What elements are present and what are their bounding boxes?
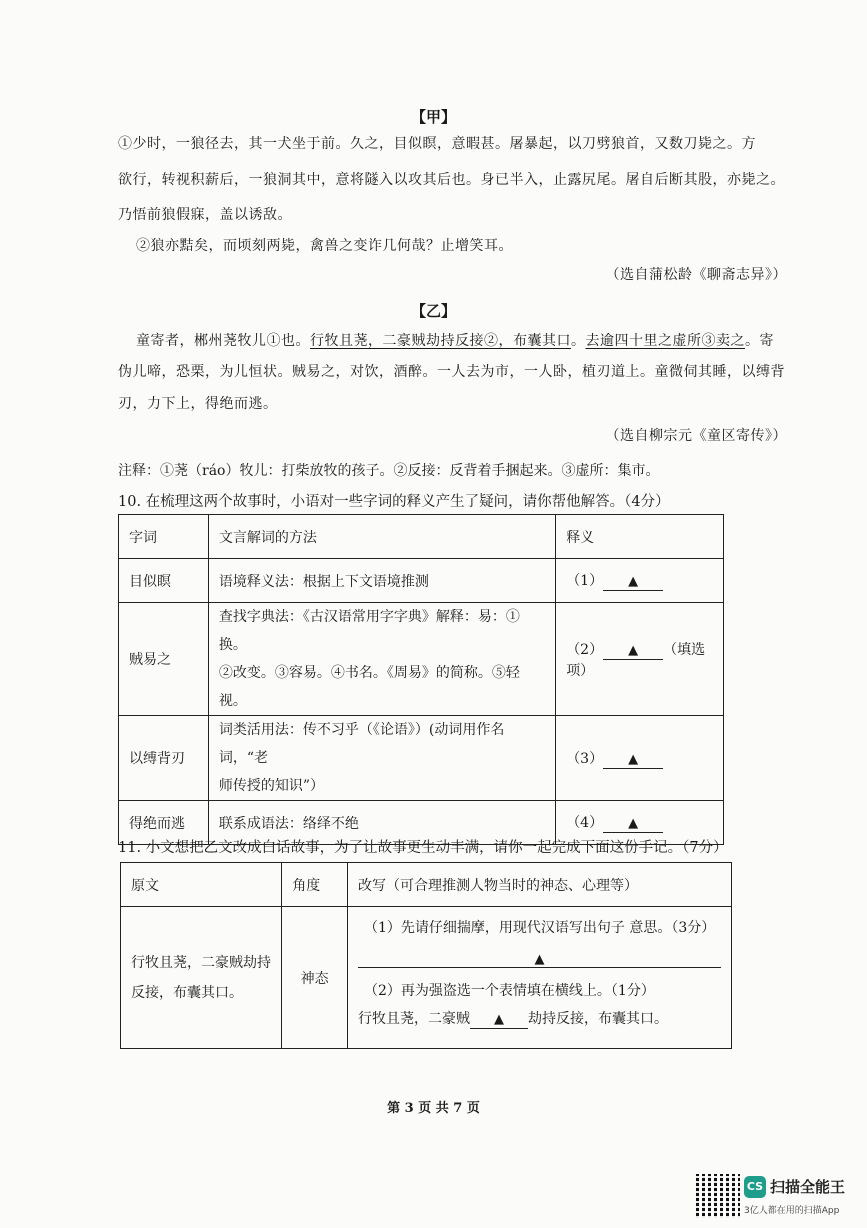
scanner-name: 扫描全能王 <box>770 1178 846 1196</box>
answer-blank[interactable] <box>603 751 663 769</box>
triangle-icon: ▲ <box>494 1012 505 1027</box>
q11-header-original: 原文 <box>121 863 282 907</box>
q11-table <box>120 862 732 1049</box>
table-row <box>119 603 724 716</box>
jia-heading: 【甲】 <box>410 108 456 126</box>
answer-label: （3） <box>566 750 604 767</box>
jia-source: （选自蒲松龄《聊斋志异》） <box>605 267 787 283</box>
triangle-icon: ▲ <box>628 816 639 831</box>
yi-heading: 【乙】 <box>410 302 456 320</box>
yi-line1-c: 。寄 <box>745 333 774 349</box>
answer-label: （2） <box>566 641 604 658</box>
q10-method: 联系成语法：络绎不绝 <box>208 801 555 845</box>
q11-sentence: 行牧且荛，二豪贼 ▲ 劫持反接，布囊其口。 <box>358 1011 669 1027</box>
table-row <box>119 716 724 801</box>
q10-method: 语境释义法：根据上下文语境推测 <box>208 559 555 603</box>
answer-blank[interactable] <box>603 573 663 591</box>
yi-line1-b: 。 <box>571 333 586 349</box>
answer-blank[interactable] <box>603 815 663 833</box>
jia-para1-line3: 乃悟前狼假寐，盖以诱敌。 <box>118 207 292 223</box>
jia-para1-line1: ①少时，一狼径去，其一犬坐于前。久之，目似瞑，意暇甚。屠暴起，以刀劈狼首，又数刀毙之。方 <box>118 136 756 152</box>
q10-method: 查找字典法：《古汉语常用字字典》解释：易：①换。 ②改变。③容易。④书名。《周易》的简称。⑤轻视。 <box>208 603 555 716</box>
q11-header-angle: 角度 <box>282 863 348 907</box>
q11-prompt: 11. 小文想把乙文改成白话故事，为了让故事更生动丰满，请你一起完成下面这份手记。（7分） <box>118 840 728 856</box>
yi-line2: 伪儿啼，恐栗，为儿恒状。贼易之，对饮，酒醉。一人去为市，一人卧，植刃道上。童微伺其睡，以缚背 <box>118 364 785 380</box>
q11-rewrite-cell <box>348 907 732 1049</box>
q11-task1: （1）先请仔细揣摩，用现代汉语写出句子 意思。（3分） <box>364 920 716 936</box>
q11-answer-line[interactable] <box>358 941 721 968</box>
triangle-icon: ▲ <box>534 952 545 967</box>
q11-task2: （2）再为强盗选一个表情填在横线上。（1分） <box>364 983 655 999</box>
q10-word: 得绝而逃 <box>119 801 209 845</box>
answer-suffix: （填选项） <box>566 641 706 679</box>
q11-angle: 神态 <box>282 907 348 1049</box>
page-footer: 第 3 页 共 7 页 <box>387 1101 480 1116</box>
q10-method: 词类活用法：传不习乎（《论语》）(动词用作名词，“老 师传授的知识”） <box>208 716 555 801</box>
table-row <box>121 907 732 1049</box>
table-row <box>119 559 724 603</box>
yi-underlined-2: 去逾四十里之虚所③卖之 <box>585 333 745 349</box>
yi-line1-a: 童寄者，郴州荛牧儿①也。 <box>136 333 310 349</box>
answer-blank[interactable] <box>603 642 663 660</box>
answer-label: （4） <box>566 815 604 831</box>
triangle-icon: ▲ <box>628 642 639 658</box>
triangle-icon: ▲ <box>628 574 639 589</box>
q10-answer <box>556 559 724 603</box>
q10-header-word: 字词 <box>119 515 209 559</box>
q10-header-meaning: 释义 <box>556 515 724 559</box>
annotation: 注释：①荛（ráo）牧儿：打柴放牧的孩子。②反接：反背着手捆起来。③虚所：集市。 <box>118 463 660 479</box>
q11-original: 行牧且荛，二豪贼劫持 反接，布囊其口。 <box>121 907 282 1049</box>
yi-source: （选自柳宗元《童区寄传》） <box>605 428 787 444</box>
qr-code-icon <box>696 1174 740 1218</box>
q10-answer <box>556 716 724 801</box>
q10-prompt: 10. 在梳理这两个故事时，小语对一些字词的释义产生了疑问，请你帮他解答。（4分） <box>118 494 670 510</box>
q10-header-method: 文言解词的方法 <box>208 515 555 559</box>
jia-para1-line2: 欲行，转视积薪后，一狼洞其中，意将隧入以攻其后也。身已半入，止露尻尾。屠自后断其股，亦毙之。 <box>118 172 785 188</box>
q10-word: 目似瞑 <box>119 559 209 603</box>
q10-table <box>118 514 724 845</box>
q10-word: 以缚背刃 <box>119 716 209 801</box>
q10-word: 贼易之 <box>119 603 209 716</box>
yi-line1 <box>136 331 774 351</box>
yi-underlined-1: 行牧且荛，二豪贼劫持反接②，布囊其口 <box>310 333 571 349</box>
q10-header-row <box>119 515 724 559</box>
answer-label: （1） <box>566 573 604 589</box>
scanner-tagline: 3亿人都在用的扫描App <box>744 1206 840 1216</box>
q10-answer <box>556 603 724 716</box>
q11-header-row <box>121 863 732 907</box>
jia-para2: ②狼亦黠矣，而顷刻两毙，禽兽之变诈几何哉？止增笑耳。 <box>136 238 513 254</box>
q11-header-rewrite: 改写（可合理推测人物当时的神态、心理等） <box>348 863 732 907</box>
scanner-logo: CS <box>744 1176 766 1198</box>
expression-blank[interactable] <box>470 1011 528 1029</box>
yi-line3: 刃，力下上，得绝而逃。 <box>118 396 278 412</box>
triangle-icon: ▲ <box>628 751 639 767</box>
